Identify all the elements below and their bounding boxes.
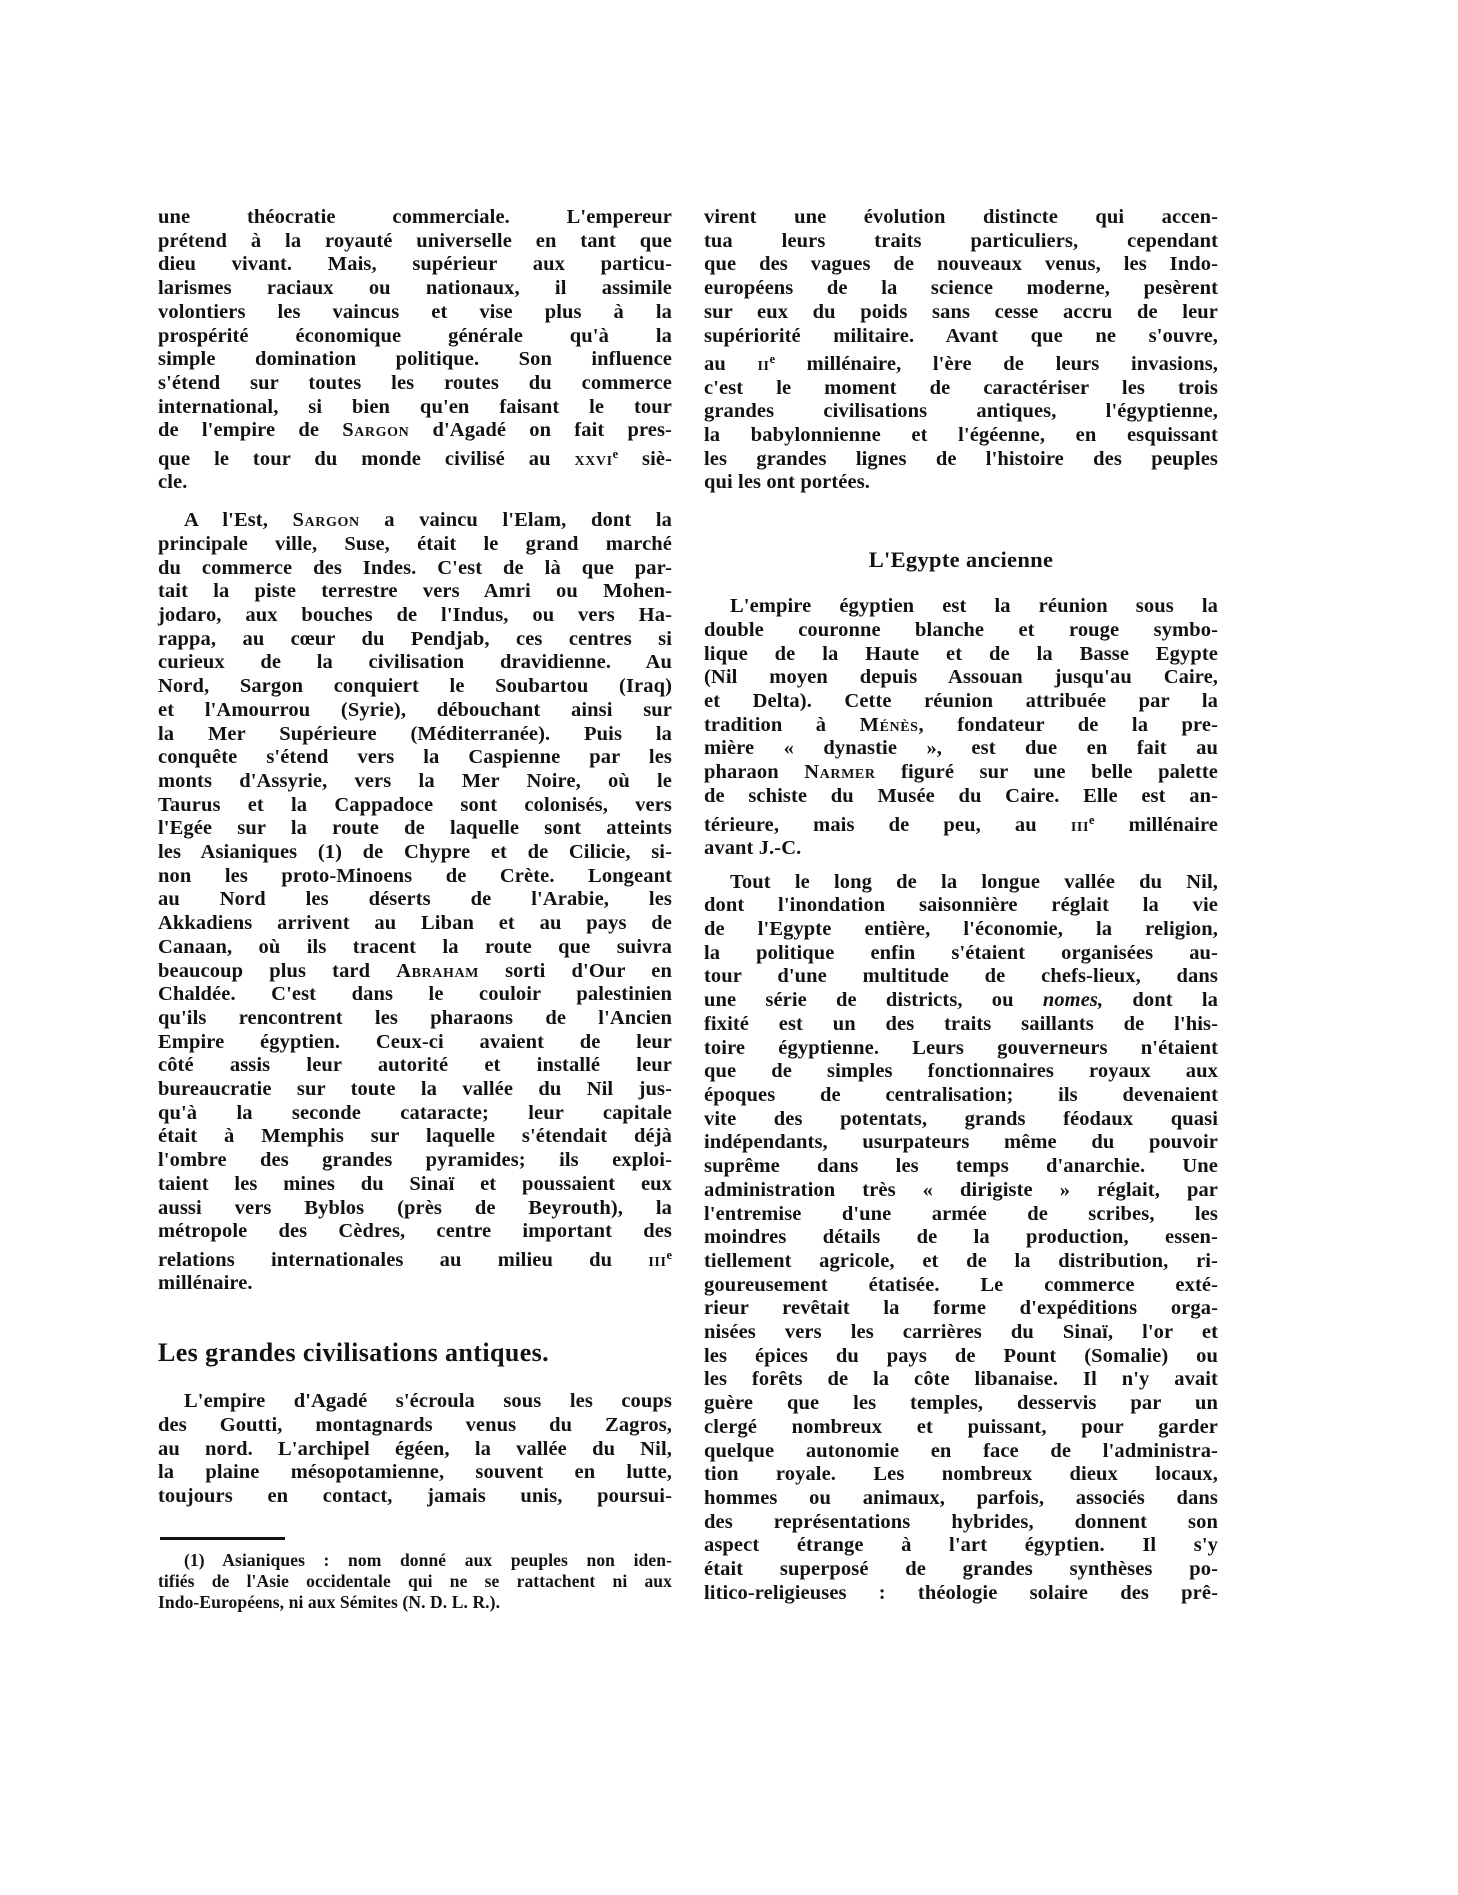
text-line: de l'Egypte entière, l'économie, la religion,: [704, 918, 1218, 941]
text-line: larismes raciaux ou nationaux, il assimile: [158, 277, 672, 300]
text-line: litico-religieuses : théologie solaire des prê-: [704, 1581, 1218, 1604]
text-line: principale ville, Suse, était le grand marché: [158, 532, 672, 555]
text-line: au Nord les déserts de l'Arabie, les: [158, 888, 672, 911]
text-line: époques de centralisation; ils devenaient: [704, 1084, 1218, 1106]
text-line: de schiste du Musée du Caire. Elle est an-: [704, 784, 1218, 807]
footnote: [158, 1550, 672, 1613]
superscript-ordinal: e: [1089, 812, 1095, 827]
text-line: la politique enfin s'étaient organisées au-: [704, 941, 1218, 964]
text-line: taient les mines du Sinaï et poussaient eux: [158, 1172, 672, 1195]
text-line: Empire égyptien. Ceux-ci avaient de leur: [158, 1030, 672, 1053]
text-line: lique de la Haute et de la Basse Egypte: [704, 642, 1218, 665]
text-line: qu'à la seconde cataracte; leur capitale: [158, 1101, 672, 1124]
small-caps-name: Ménès: [859, 713, 919, 736]
text-line: tour d'une multitude de chefs-lieux, dans: [704, 965, 1218, 988]
text-line: Canaan, où ils tracent la route que suivra: [158, 935, 672, 958]
text-line: fixité est un des traits saillants de l'his-: [704, 1012, 1218, 1035]
text-line: monts d'Assyrie, vers la Mer Noire, où le: [158, 769, 672, 792]
paragraph: [158, 206, 672, 495]
text-line: pharaon Narmer figuré sur une belle palette: [704, 761, 1218, 784]
text-line: toire égyptienne. Leurs gouverneurs n'étaient: [704, 1036, 1218, 1059]
small-caps-name: Abraham: [396, 959, 479, 982]
text-line: aspect étrange à l'art égyptien. Il s'y: [704, 1534, 1218, 1557]
text-line: une théocratie commerciale. L'empereur: [158, 206, 672, 228]
text-line: millénaire.: [158, 1272, 253, 1295]
text-line: les grandes lignes de l'histoire des peuples: [704, 447, 1218, 470]
text-line: des représentations hybrides, donnent son: [704, 1510, 1218, 1533]
text-line: au nord. L'archipel égéen, la vallée du Nil,: [158, 1437, 672, 1460]
text-line: tradition à Ménès, fondateur de la pre-: [704, 713, 1218, 736]
paragraph: [158, 509, 672, 1296]
text-line: et l'Amourrou (Syrie), débouchant ainsi sur: [158, 698, 672, 721]
text-line: l'Egée sur la route de laquelle sont atteints: [158, 817, 672, 840]
text-line: relations internationales au milieu du iii$^e$: [158, 1247, 672, 1271]
text-line: beaucoup plus tard Abraham sorti d'Our en: [158, 959, 672, 982]
text-line: (Nil moyen depuis Assouan jusqu'au Caire,: [704, 666, 1218, 689]
text-line: était à Memphis sur laquelle s'étendait déjà: [158, 1125, 672, 1148]
text-line: dieu vivant. Mais, supérieur aux particu-: [158, 253, 672, 276]
text-line: des Goutti, montagnards venus du Zagros,: [158, 1413, 672, 1436]
text-line: vite des potentats, grands féodaux quasi: [704, 1107, 1218, 1130]
text-line: avant J.-C.: [704, 836, 802, 859]
text-line: tifiés de l'Asie occidentale qui ne se rattachent ni aux: [158, 1570, 672, 1591]
text-line: Akkadiens arrivent au Liban et au pays de: [158, 912, 672, 935]
text-line: cle.: [158, 471, 188, 494]
text-line: que des vagues de nouveaux venus, les Indo-: [704, 253, 1218, 276]
text-line: dont l'inondation saisonnière réglait la vie: [704, 894, 1218, 917]
text-line: Indo-Européens, ni aux Sémites (N. D. L. R.).: [158, 1591, 501, 1612]
text-line: international, si bien qu'en faisant le tour: [158, 395, 672, 418]
text-line: mière « dynastie », est due en fait au: [704, 737, 1218, 760]
text-line: qui les ont portées.: [704, 471, 870, 494]
text-line: térieure, mais de peu, au iii$^e$ millénaire: [704, 812, 1218, 836]
text-line: L'empire d'Agadé s'écroula sous les coups: [184, 1390, 672, 1413]
text-column-right: [704, 206, 1218, 1605]
text-line: quelque autonomie en face de l'administra-: [704, 1439, 1218, 1462]
text-line: du commerce des Indes. C'est de là que par-: [158, 556, 672, 579]
text-line: de l'empire de Sargon d'Agadé on fait pres-: [158, 419, 672, 442]
text-line: tait la piste terrestre vers Amri ou Mohen-: [158, 580, 672, 603]
paragraph: [158, 1390, 672, 1509]
text-line: L'empire égyptien est la réunion sous la: [730, 595, 1218, 618]
text-line: l'ombre des grandes pyramides; ils exploi-: [158, 1149, 672, 1172]
text-line: (1) Asianiques : nom donné aux peuples non iden-: [184, 1549, 672, 1570]
text-line: les épices du pays de Pount (Somalie) ou: [704, 1344, 1218, 1367]
text-line: Tout le long de la longue vallée du Nil,: [730, 870, 1218, 893]
text-line: volontiers les vaincus et vise plus à la: [158, 300, 672, 323]
text-line: côté assis leur autorité et installé leur: [158, 1054, 672, 1077]
text-line: grandes civilisations antiques, l'égyptienne,: [704, 400, 1218, 423]
text-line: tua leurs traits particuliers, cependant: [704, 229, 1218, 252]
text-line: hommes ou animaux, parfois, associés dans: [704, 1486, 1218, 1509]
text-line: administration très « dirigiste » réglait, par: [704, 1178, 1218, 1201]
italic-term: nomes,: [1042, 989, 1104, 1012]
footnote-rule: [160, 1537, 285, 1540]
text-line: tiellement agricole, et de la distribution, ri-: [704, 1249, 1218, 1272]
small-caps-name: iii: [1070, 813, 1090, 836]
text-line: tion royale. Les nombreux dieux locaux,: [704, 1463, 1218, 1486]
superscript-ordinal: e: [612, 447, 619, 462]
text-line: prospérité économique générale qu'à la: [158, 324, 672, 347]
paragraph: [704, 595, 1218, 860]
section-heading: Les grandes civilisations antiques.: [158, 1338, 550, 1368]
superscript-ordinal: e: [769, 352, 776, 367]
text-line: moindres détails de la production, essen-: [704, 1226, 1218, 1249]
small-caps-name: Narmer: [804, 761, 876, 784]
paragraph: [704, 206, 1218, 495]
text-line: au $ii^e$ millénaire, l'ère de leurs invasions,: [704, 352, 1218, 375]
section-heading: L'Egypte ancienne: [868, 547, 1054, 573]
text-line: simple domination politique. Son influence: [158, 348, 672, 371]
text-line: la Mer Supérieure (Méditerranée). Puis la: [158, 722, 672, 745]
text-line: supériorité militaire. Avant que ne s'ouvre,: [704, 324, 1218, 347]
small-caps-name: iii: [648, 1248, 667, 1271]
text-line: conquête s'étend vers la Caspienne par les: [158, 746, 672, 769]
text-line: les Asianiques (1) de Chypre et de Cilicie, si-: [158, 841, 672, 864]
small-caps-name: Sargon: [292, 509, 360, 532]
text-line: la plaine mésopotamienne, souvent en lutte,: [158, 1461, 672, 1484]
text-line: indépendants, usurpateurs même du pouvoir: [704, 1131, 1218, 1154]
text-line: européens de la science moderne, pesèrent: [704, 277, 1218, 300]
text-line: l'entremise d'une armée de scribes, les: [704, 1202, 1218, 1225]
text-line: double couronne blanche et rouge symbo-: [704, 618, 1218, 641]
text-line: que le tour du monde civilisé au xxvi$^e$ siè-: [158, 447, 672, 470]
small-caps-name: Sargon: [342, 419, 410, 442]
text-line: et Delta). Cette réunion attribuée par la: [704, 690, 1218, 712]
text-line: sur eux du poids sans cesse accru de leur: [704, 300, 1218, 323]
text-line: Chaldée. C'est dans le couloir palestinien: [158, 983, 672, 1006]
text-line: goureusement étatisée. Le commerce exté-: [704, 1273, 1218, 1296]
text-line: aussi vers Byblos (près de Beyrouth), la: [158, 1196, 672, 1219]
text-line: la babylonnienne et l'égéenne, en esquissant: [704, 424, 1218, 447]
text-column-left: [158, 206, 672, 1613]
text-line: c'est le moment de caractériser les trois: [704, 376, 1218, 399]
text-line: suprême dans les temps d'anarchie. Une: [704, 1155, 1218, 1178]
text-line: rappa, au cœur du Pendjab, ces centres si: [158, 627, 672, 650]
text-line: toujours en contact, jamais unis, poursui-: [158, 1484, 672, 1507]
text-line: métropole des Cèdres, centre important des: [158, 1220, 672, 1243]
text-line: s'étend sur toutes les routes du commerce: [158, 371, 672, 394]
text-line: que de simples fonctionnaires royaux aux: [704, 1060, 1218, 1083]
text-line: une série de districts, ou nomes, dont la: [704, 989, 1219, 1012]
text-line: A l'Est, Sargon a vaincu l'Elam, dont la: [184, 509, 672, 532]
text-line: était superposé de grandes synthèses po-: [704, 1558, 1218, 1581]
text-line: clergé nombreux et puissant, pour garder: [704, 1415, 1218, 1438]
text-line: guère que les temples, desservis par un: [704, 1392, 1218, 1415]
text-line: virent une évolution distincte qui accen-: [704, 206, 1218, 228]
text-line: les forêts de la côte libanaise. Il n'y avait: [704, 1368, 1218, 1391]
text-line: rieur revêtait la forme d'expéditions orga-: [704, 1297, 1218, 1320]
paragraph: [704, 871, 1218, 1606]
small-caps-name: ii: [757, 352, 770, 375]
text-line: Taurus et la Cappadoce sont colonisés, vers: [158, 793, 672, 816]
superscript-ordinal: e: [666, 1247, 672, 1262]
text-line: bureaucratie sur toute la vallée du Nil jus-: [158, 1078, 672, 1101]
text-line: nisées vers les carrières du Sinaï, l'or et: [704, 1321, 1218, 1344]
text-line: curieux de la civilisation dravidienne. Au: [158, 651, 672, 674]
text-line: non les proto-Minoens de Crète. Longeant: [158, 864, 672, 887]
text-line: Nord, Sargon conquiert le Soubartou (Iraq): [158, 675, 672, 698]
text-line: jodaro, aux bouches de l'Indus, ou vers Ha-: [158, 604, 672, 626]
text-line: prétend à la royauté universelle en tant que: [158, 229, 672, 252]
text-line: qu'ils rencontrent les pharaons de l'Ancien: [158, 1006, 672, 1029]
small-caps-name: xxvi: [574, 447, 613, 470]
